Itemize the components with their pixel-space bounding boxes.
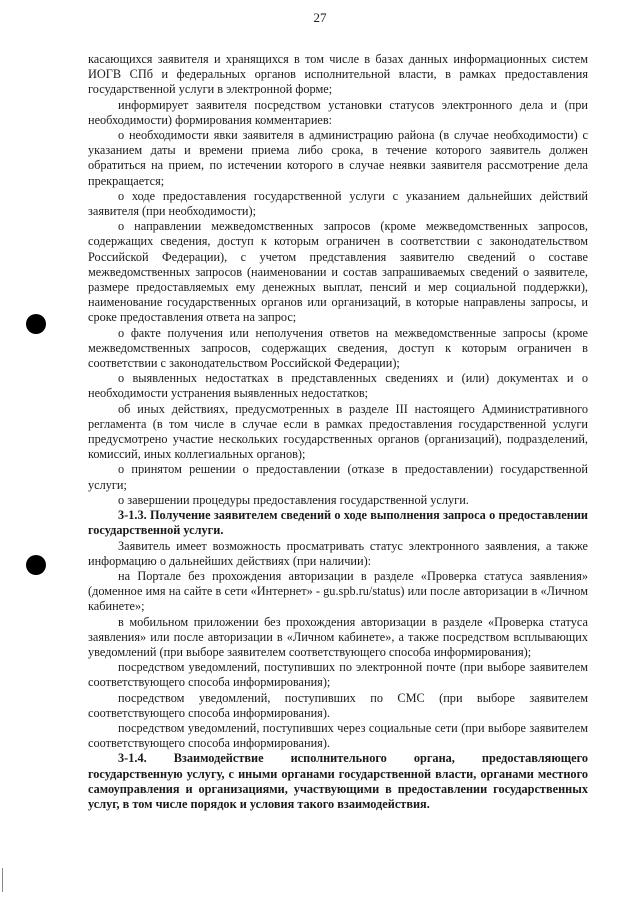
list-item: в мобильном приложении без прохождения авторизации в разделе «Проверка статуса заявления» или после авторизации в «Личном кабинете», а также посредством всплывающих уведомлений (при выборе заявителем соответствующего способа информирования); xyxy=(88,614,588,659)
page-number: 27 xyxy=(313,10,327,25)
section-heading: 3-1.4. Взаимодействие исполнительного органа, предоставляющего государственную услугу, с иными органами государственной власти, органами местного самоуправления и организациями, участвующими в предоставлении государственных услуг, в том числе порядок и условия такого взаимодействия. xyxy=(88,751,588,811)
list-item: посредством уведомлений, поступивших через социальные сети (при выборе заявителем соответствующего способа информирования). xyxy=(88,720,588,751)
list-item: о ходе предоставления государственной услуги с указанием дальнейших действий заявителя (при необходимости); xyxy=(88,188,588,219)
list-item: о факте получения или неполучения ответов на межведомственные запросы (кроме межведомственных запросов, содержащих сведения, доступ к которым ограничен в соответствии с законодательством Российской Федерации); xyxy=(88,325,588,371)
list-item: о выявленных недостатках в представленных сведениях и (или) документах и о необходимости устранения выявленных недостатков; xyxy=(88,371,588,401)
list-item: посредством уведомлений, поступивших по электронной почте (при выборе заявителем соответствующего способа информирования); xyxy=(88,660,588,690)
list-item: о необходимости явки заявителя в администрацию района (в случае необходимости) с указанием даты и времени приема либо срока, в течение которого заявитель должен обратиться на прием, по истечении которого в случае неявки заявителя рассмотрение дела прекращается; xyxy=(88,128,588,188)
list-item: о принятом решении о предоставлении (отказе в предоставлении) государственной услуги; xyxy=(88,462,588,492)
list-item: посредством уведомлений, поступивших по СМС (при выборе заявителем соответствующего способа информирования). xyxy=(88,690,588,720)
paragraph: информирует заявителя посредством установки статусов электронного дела и (при необходимости) формирования комментариев: xyxy=(88,97,588,127)
document-body xyxy=(88,52,588,812)
paragraph: Заявитель имеет возможность просматривать статус электронного заявления, а также информацию о дальнейших действиях (при наличии): xyxy=(88,538,588,568)
list-item: об иных действиях, предусмотренных в разделе III настоящего Административного регламента (в том числе в случае если в рамках предоставления государственной услуги предусмотрено участие нескольких государственных органов (организаций), подразделений, комиссий, иных коллегиальных органов); xyxy=(88,401,588,462)
list-item: на Портале без прохождения авторизации в разделе «Проверка статуса заявления» (доменное имя на сайте в сети «Интернет» - gu.spb.ru/status) или после авторизации в «Личном кабинете»; xyxy=(88,568,588,614)
list-item: о направлении межведомственных запросов (кроме межведомственных запросов, содержащих сведения, доступ к которым ограничен в соответствии с законодательством Российской Федерации), с учетом представления заявителю сведений о составе межведомственных запросов (наименовании и состав запрашиваемых сведений о заявителе, размере предоставляемых ему денежных выплат, пенсий и мер социальной поддержки), наименование государственных органов или организаций, в которые направлены запросы, и сроке предоставления ответа на запрос; xyxy=(88,219,588,325)
punch-hole xyxy=(26,314,46,334)
paragraph: касающихся заявителя и хранящихся в том числе в базах данных информационных систем ИОГВ СПб и федеральных органов исполнительной власти, в рамках предоставления государственной услуги в электронной форме; xyxy=(88,52,588,97)
punch-hole xyxy=(26,555,46,575)
list-item: о завершении процедуры предоставления государственной услуги. xyxy=(118,492,469,507)
scan-edge-mark xyxy=(2,868,3,892)
section-heading: 3-1.3. Получение заявителем сведений о ходе выполнения запроса о предоставлении государственной услуги. xyxy=(88,508,588,538)
